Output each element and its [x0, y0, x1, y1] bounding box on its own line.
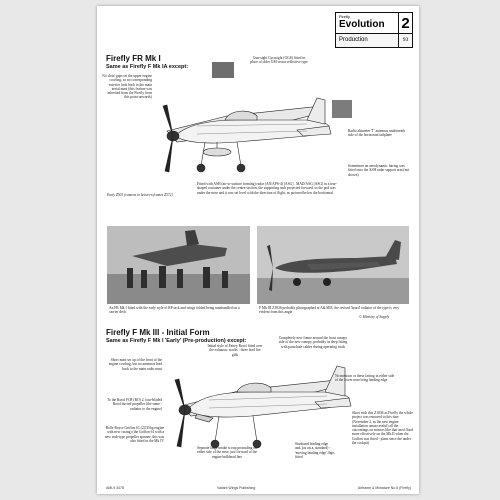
- section1-subtitle: Same as Firefly F Mk IA except:: [106, 64, 189, 70]
- header-subtitle: Production: [339, 37, 368, 43]
- f-mk3-ground-photo: [257, 226, 409, 304]
- caption-ash-fairing: Sometimes an aerodynamic fairing was fitted onto the ASH radar support arm (not shown): [348, 164, 410, 177]
- section2-title: Firefly F Mk III - Initial Form: [106, 328, 210, 337]
- photo-right-credit: © Ministry of Supply: [359, 315, 390, 319]
- footer-right: Airframe & Miniature No.5 (Firefly): [357, 486, 411, 490]
- caption-gyrosight: Gun-sight Gyrosight (GGS) fitted in place of older GM sector reflective type: [250, 56, 308, 65]
- caption-radio-altimeter: Radio altimeter 'T' antennas underneath side of the horizontal tailplane: [348, 129, 405, 138]
- caption-ash-radar: Fitted with ASH (air-to-surface forming) radar (AN/APS-4) [ASG] , MAD/ASG [ASG] in a tear-shaped container under the centre-section, the supporting stub projected forward, so the pod was under the nose and it was set level with the direction of flight, as pictured below the horizontal: [197, 182, 337, 195]
- caption-intake-scoop: Separate large intake scoop protruding on either side of the nose, just forward of the engine bulkhead line: [197, 446, 257, 459]
- header-subbar: [336, 33, 412, 47]
- caption-note: Early Z501 (camera in between frames Z572): [107, 193, 173, 197]
- caption-short-mast: Short mast set up of the front of the engine cowling, but no antennas lead back to the main radio mast: [108, 358, 162, 371]
- caption-leading-edge: Starboard leading edge and, (as on a, standard) - 'moving landing edge' flaps fitted: [295, 442, 335, 459]
- carrier-deck-photo: [107, 226, 250, 304]
- caption-no-slots: No slots/ gaps on the upper engine cowling, so no corresponding exterior look back to the main aerial mast (this feature was inherited from the Firefly from this point onwards): [102, 74, 152, 100]
- firefly-fr-mk1-drawing: [157, 76, 332, 186]
- footer-center: Valiant Wings Publishing: [217, 486, 256, 490]
- caption-z1836: Short with this Z1836 as Firefly the whole project was removed to this date (November 2, as the new engine installation unsuccessful) all the cutcomings on mirrors like that used flood more effectively on the Mk.II when the Griffon was fitted - plans since the under the cockpit): [352, 411, 414, 446]
- caption-rotol-propeller: To the Rotol FOF (RO) 2, four-bladed Rotol ducted propeller (the same - radiator to the engine): [107, 398, 162, 411]
- photo-left-caption: An FR Mk I fitted with the early style of RP rack and wings folded being manhandled on a carrier deck: [109, 306, 240, 315]
- caption-shutter: Initial style of Fairey Rotol fitted over the exhausts: stacks - three lead fire gills: [207, 344, 263, 357]
- page-number: 93: [398, 34, 412, 47]
- chapter-header: [335, 12, 413, 48]
- footer-left: AML9 3478: [106, 486, 124, 490]
- chapter-number: 2: [398, 13, 412, 34]
- section1-title: Firefly FR Mk I: [106, 54, 161, 63]
- caption-griffon-engine: Rolls-Royce Griffon 61 (2,035hp engine with new casing) (the Griffon 61 with a new stub-type propeller spinner; this was also fitted in the Mk IV: [104, 426, 164, 443]
- caption-canopy-frame: Completely new frame around the front canopy side of the new canopy, probably in deep fitting with parachute cables during operating trials: [278, 336, 348, 349]
- header-section: Firefly: [339, 14, 350, 19]
- section2-subtitle: Same as Firefly F Mk I 'Early' (Pre-production) except:: [106, 338, 247, 344]
- header-title: Evolution: [339, 19, 385, 30]
- radio-altimeter-inset-photo: [332, 100, 352, 118]
- gyrosight-inset-photo: [212, 62, 234, 78]
- photo-right-caption: F Mk III Z1826 probably photographed at A&AEE, the revised 'beard' radiator of the type is very evident from this angle: [259, 306, 400, 315]
- book-page: [97, 6, 419, 494]
- caption-no-fairing: No mention or these fairing in either side of the lower nose/wing landing edge: [335, 374, 395, 383]
